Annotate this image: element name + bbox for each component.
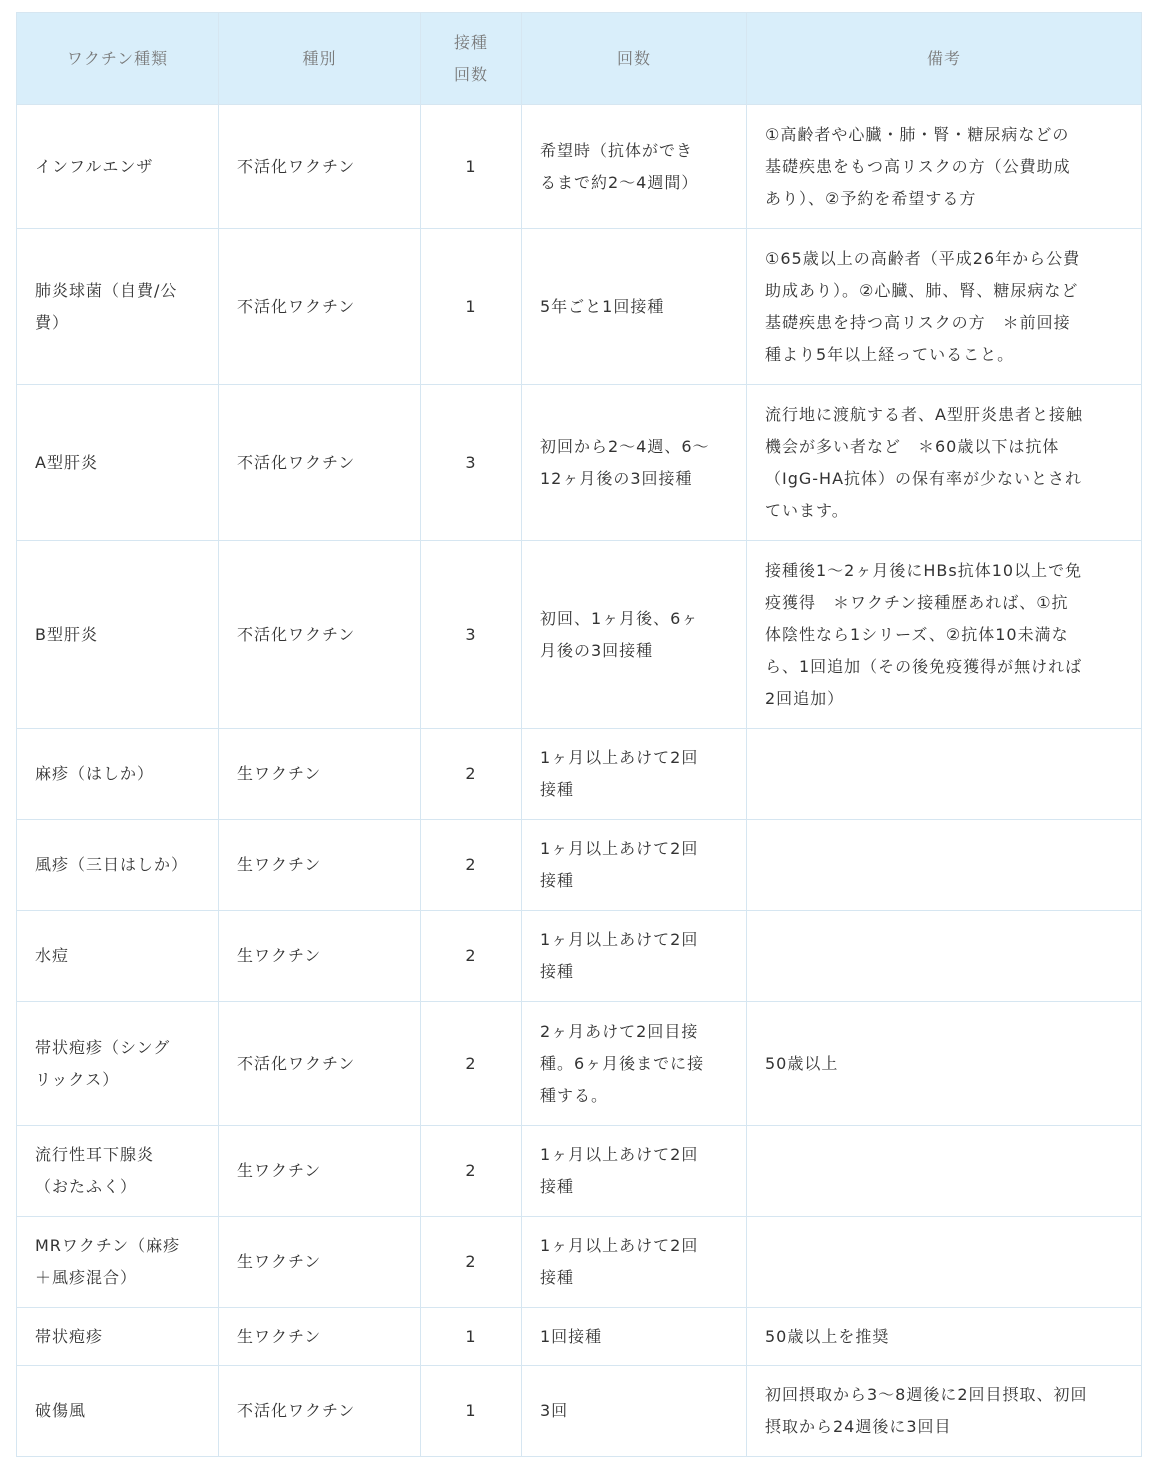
cell-notes-line: 疫獲得 ＊ワクチン接種歴あれば、①抗 (765, 592, 1069, 612)
cell-notes (747, 1366, 1142, 1457)
cell-notes (747, 541, 1142, 729)
cell-schedule (522, 1217, 747, 1308)
cell-notes-line: 種より5年以上経っていること。 (765, 344, 1015, 364)
cell-vaccine-line: B型肝炎 (35, 624, 98, 644)
cell-schedule-line: 1ヶ月以上あけて2回 (540, 1236, 699, 1255)
table-row (17, 541, 1142, 729)
cell-schedule (522, 385, 747, 541)
cell-schedule (522, 229, 747, 385)
cell-notes-line: あり）、②予約を希望する方 (765, 188, 977, 208)
cell-vaccine-line: リックス） (35, 1069, 120, 1089)
cell-dose-count: 1 (421, 105, 522, 229)
cell-dose-count: 2 (421, 1217, 522, 1308)
cell-category: 生ワクチン (219, 911, 421, 1002)
cell-vaccine (17, 385, 219, 541)
cell-vaccine-line: 破傷風 (35, 1401, 87, 1420)
table-row (17, 105, 1142, 229)
header-vaccine-type (17, 13, 219, 105)
cell-schedule-line: 初回から2〜4週、6〜 (540, 436, 710, 456)
cell-category: 生ワクチン (219, 820, 421, 911)
table-row (17, 911, 1142, 1002)
cell-category: 不活化ワクチン (219, 385, 421, 541)
cell-notes-line: （IgG-HA抗体）の保有率が少ないとされ (765, 468, 1083, 488)
cell-notes-line: 50歳以上 (765, 1053, 839, 1073)
cell-notes (747, 729, 1142, 820)
cell-vaccine (17, 541, 219, 729)
cell-notes (747, 1126, 1142, 1217)
cell-schedule (522, 1126, 747, 1217)
cell-schedule-line: 12ヶ月後の3回接種 (540, 468, 693, 488)
cell-vaccine-line: 流行性耳下腺炎 (35, 1145, 155, 1164)
table-row (17, 229, 1142, 385)
cell-schedule (522, 1366, 747, 1457)
cell-notes-line: 助成あり）。②心臓、肺、腎、糖尿病など (765, 280, 1079, 300)
cell-vaccine-line: MRワクチン（麻疹 (35, 1236, 181, 1255)
cell-notes-line: ①高齢者や心臓・肺・腎・糖尿病などの (765, 124, 1070, 144)
cell-vaccine-line: A型肝炎 (35, 452, 98, 472)
cell-category: 生ワクチン (219, 1217, 421, 1308)
table-header-row (17, 13, 1142, 105)
cell-schedule-line: 月後の3回接種 (540, 640, 654, 660)
table-row (17, 1308, 1142, 1366)
cell-schedule-line: 初回、1ヶ月後、6ヶ (540, 608, 699, 628)
cell-dose-count: 2 (421, 729, 522, 820)
cell-schedule-line: 接種 (540, 1268, 575, 1287)
cell-vaccine (17, 729, 219, 820)
cell-notes-line: 基礎疾患を持つ高リスクの方 ＊前回接 (765, 312, 1071, 332)
cell-notes-line: 摂取から24週後に3回目 (765, 1417, 952, 1436)
cell-category: 生ワクチン (219, 729, 421, 820)
cell-vaccine-line: 水痘 (35, 946, 70, 965)
table-row (17, 729, 1142, 820)
header-category (219, 13, 421, 105)
table-body (17, 105, 1142, 1457)
cell-schedule-line: 2ヶ月あけて2回目接 (540, 1021, 699, 1041)
cell-notes (747, 1002, 1142, 1126)
cell-category: 不活化ワクチン (219, 105, 421, 229)
cell-dose-count: 2 (421, 1126, 522, 1217)
cell-vaccine (17, 1308, 219, 1366)
cell-category: 生ワクチン (219, 1126, 421, 1217)
cell-vaccine (17, 820, 219, 911)
cell-schedule (522, 1308, 747, 1366)
cell-category: 不活化ワクチン (219, 229, 421, 385)
cell-schedule-line: 接種 (540, 962, 575, 981)
cell-notes (747, 911, 1142, 1002)
cell-vaccine (17, 911, 219, 1002)
cell-notes (747, 229, 1142, 385)
cell-dose-count: 1 (421, 1308, 522, 1366)
table-row (17, 1002, 1142, 1126)
cell-schedule-line: 種。6ヶ月後までに接 (540, 1053, 705, 1073)
cell-vaccine (17, 1217, 219, 1308)
vaccine-table (16, 12, 1142, 1457)
cell-vaccine-line: 費） (35, 312, 70, 332)
cell-notes-line: 接種後1〜2ヶ月後にHBs抗体10以上で免 (765, 560, 1083, 580)
cell-schedule-line: 1ヶ月以上あけて2回 (540, 839, 699, 858)
header-dose-count (421, 13, 522, 105)
cell-schedule (522, 541, 747, 729)
header-line: 接種 (453, 32, 488, 52)
cell-notes-line: ①65歳以上の高齢者（平成26年から公費 (765, 248, 1081, 268)
table-row (17, 1217, 1142, 1308)
cell-notes (747, 820, 1142, 911)
header-schedule (522, 13, 747, 105)
cell-vaccine-line: 帯状疱疹（シング (35, 1037, 171, 1057)
cell-dose-count: 1 (421, 229, 522, 385)
cell-notes (747, 385, 1142, 541)
cell-notes-line: 機会が多い者など ＊60歳以下は抗体 (765, 436, 1060, 456)
header-line: 回数 (453, 64, 488, 84)
cell-notes-line: 50歳以上を推奨 (765, 1326, 890, 1346)
cell-notes-line: 体陰性なら1シリーズ、②抗体10未満な (765, 624, 1069, 644)
header-line: 種別 (302, 48, 337, 68)
header-line: 回数 (616, 48, 651, 68)
header-line: 備考 (926, 48, 961, 68)
cell-vaccine-line: 肺炎球菌（自費/公 (35, 280, 178, 300)
cell-schedule-line: 希望時（抗体ができ (540, 140, 694, 160)
cell-schedule-line: 1ヶ月以上あけて2回 (540, 930, 699, 949)
cell-dose-count: 2 (421, 911, 522, 1002)
cell-schedule-line: 種する。 (540, 1085, 609, 1105)
header-line: ワクチン種類 (66, 48, 169, 68)
cell-notes-line: 基礎疾患をもつ高リスクの方（公費助成 (765, 156, 1071, 176)
cell-schedule-line: 5年ごと1回接種 (540, 296, 665, 316)
cell-vaccine (17, 105, 219, 229)
cell-vaccine-line: インフルエンザ (35, 156, 154, 176)
cell-dose-count: 1 (421, 1366, 522, 1457)
cell-category: 不活化ワクチン (219, 1002, 421, 1126)
cell-schedule (522, 820, 747, 911)
cell-vaccine-line: 風疹（三日はしか） (35, 855, 189, 874)
cell-notes (747, 105, 1142, 229)
cell-notes (747, 1217, 1142, 1308)
table-row (17, 1366, 1142, 1457)
cell-category: 生ワクチン (219, 1308, 421, 1366)
cell-schedule-line: 接種 (540, 780, 575, 799)
header-notes (747, 13, 1142, 105)
cell-notes-line: 初回摂取から3〜8週後に2回目摂取、初回 (765, 1385, 1088, 1404)
cell-notes (747, 1308, 1142, 1366)
cell-schedule-line: 1回接種 (540, 1326, 603, 1346)
cell-schedule (522, 911, 747, 1002)
cell-dose-count: 3 (421, 385, 522, 541)
cell-vaccine-line: 帯状疱疹 (35, 1326, 104, 1346)
cell-schedule-line: 3回 (540, 1401, 569, 1420)
cell-dose-count: 3 (421, 541, 522, 729)
cell-schedule-line: 1ヶ月以上あけて2回 (540, 748, 699, 767)
cell-vaccine (17, 1366, 219, 1457)
cell-vaccine (17, 1126, 219, 1217)
cell-notes-line: 2回追加） (765, 688, 845, 708)
cell-vaccine-line: （おたふく） (35, 1177, 138, 1196)
cell-schedule (522, 105, 747, 229)
cell-vaccine-line: ＋風疹混合） (35, 1268, 138, 1287)
cell-category: 不活化ワクチン (219, 1366, 421, 1457)
cell-dose-count: 2 (421, 820, 522, 911)
cell-notes-line: 流行地に渡航する者、A型肝炎患者と接触 (765, 404, 1083, 424)
cell-schedule-line: 接種 (540, 1177, 575, 1196)
cell-schedule (522, 729, 747, 820)
cell-schedule (522, 1002, 747, 1126)
table-row (17, 385, 1142, 541)
table-row (17, 1126, 1142, 1217)
cell-schedule-line: 1ヶ月以上あけて2回 (540, 1145, 699, 1164)
cell-notes-line: ています。 (765, 500, 849, 520)
cell-category: 不活化ワクチン (219, 541, 421, 729)
cell-notes-line: ら、1回追加（その後免疫獲得が無ければ (765, 656, 1083, 676)
table-row (17, 820, 1142, 911)
cell-vaccine (17, 1002, 219, 1126)
cell-schedule-line: 接種 (540, 871, 575, 890)
cell-vaccine (17, 229, 219, 385)
cell-schedule-line: るまで約2〜4週間） (540, 172, 699, 192)
cell-dose-count: 2 (421, 1002, 522, 1126)
cell-vaccine-line: 麻疹（はしか） (35, 764, 155, 783)
